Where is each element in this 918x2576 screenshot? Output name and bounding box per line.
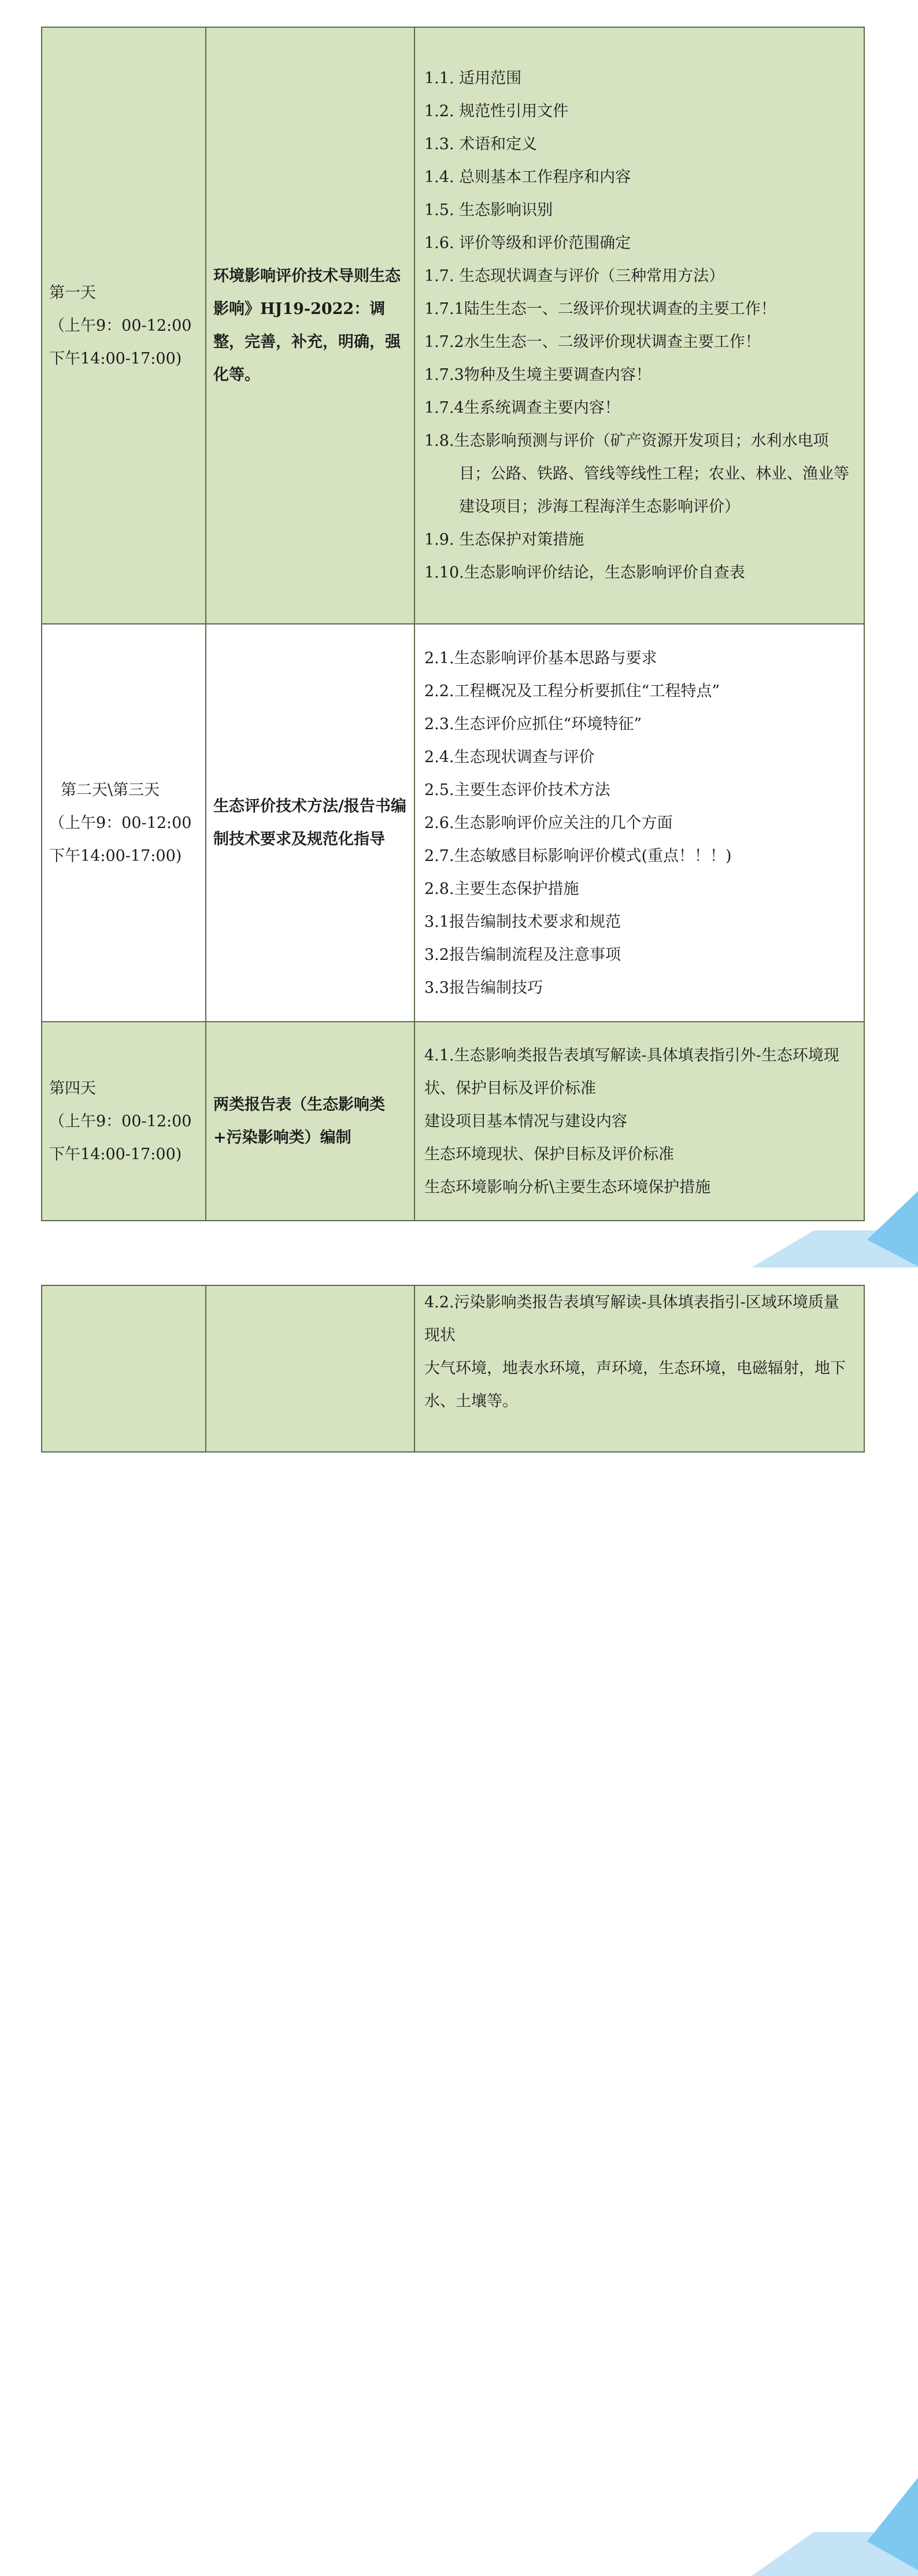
list-item: 2.1.生态影响评价基本思路与要求 bbox=[424, 649, 657, 667]
list-item: 大气环境，地表水环境，声环境，生态环境，电磁辐射，地下水、土壤等。 bbox=[424, 1359, 846, 1410]
list-item: 1.7.3物种及生境主要调查内容！ bbox=[424, 366, 652, 384]
corner-decoration bbox=[752, 2460, 918, 2576]
list-item: 1.7. 生态现状调查与评价（三种常用方法） bbox=[424, 267, 725, 285]
day-label: 第四天 bbox=[49, 1079, 96, 1097]
list-item: 3.2报告编制流程及注意事项 bbox=[424, 945, 621, 964]
list-item: 1.7.1陆生生态一、二级评价现状调查的主要工作！ bbox=[424, 300, 776, 318]
list-item: 2.3.生态评价应抓住“环境特征” bbox=[424, 715, 642, 733]
topic-cell: 环境影响评价技术导则生态影响》HJ19-2022：调整，完善，补充，明确，强化等。 bbox=[206, 27, 414, 624]
topic-cell-empty bbox=[206, 1285, 414, 1452]
list-item: 1.4. 总则基本工作程序和内容 bbox=[424, 168, 631, 186]
list-item: 3.1报告编制技术要求和规范 bbox=[424, 912, 621, 931]
afternoon-time: 下午14:00-17:00) bbox=[49, 1145, 182, 1163]
table-row-day4 bbox=[42, 1022, 864, 1221]
list-item: 建设项目基本情况与建设内容 bbox=[424, 1112, 627, 1130]
afternoon-time: 下午14:00-17:00) bbox=[49, 349, 182, 368]
table-row-day1 bbox=[42, 27, 864, 624]
list-item: 2.7.生态敏感目标影响评价模式(重点！！！) bbox=[424, 847, 732, 865]
schedule-table bbox=[41, 27, 865, 1221]
list-item: 1.7.2水生生态一、二级评价现状调查主要工作！ bbox=[424, 333, 761, 351]
list-item: 生态环境影响分析\主要生态环境保护措施 bbox=[424, 1178, 711, 1196]
morning-time: （上午9：00-12:00 bbox=[49, 316, 192, 335]
day-cell bbox=[42, 624, 206, 1022]
list-item: 2.4.生态现状调查与评价 bbox=[424, 748, 595, 766]
list-item: 1.1. 适用范围 bbox=[424, 69, 522, 87]
list-item: 2.5.主要生态评价技术方法 bbox=[424, 781, 610, 799]
list-item: 1.10.生态影响评价结论，生态影响评价自查表 bbox=[424, 564, 745, 582]
schedule-table-continued bbox=[41, 1285, 865, 1453]
table-row-continued bbox=[42, 1285, 864, 1452]
list-item: 2.6.生态影响评价应关注的几个方面 bbox=[424, 814, 673, 832]
list-item: 4.2.污染影响类报告表填写解读-具体填表指引-区域环境质量现状 bbox=[424, 1293, 839, 1344]
day-cell-empty bbox=[42, 1285, 206, 1452]
content-cell bbox=[414, 624, 864, 1022]
day-label: 第二天\第三天 bbox=[61, 781, 160, 799]
morning-time: （上午9：00-12:00 bbox=[49, 814, 192, 832]
list-item: 1.7.4生系统调查主要内容！ bbox=[424, 399, 620, 417]
list-item: 1.2. 规范性引用文件 bbox=[424, 102, 569, 120]
list-item: 1.8.生态影响预测与评价（矿产资源开发项目；水利水电项目；公路、铁路、管线等线性工程；农业、林业、渔业等建设项目；涉海工程海洋生态影响评价） bbox=[424, 432, 849, 516]
list-item: 3.3报告编制技巧 bbox=[424, 978, 543, 997]
table-row-day2-3 bbox=[42, 624, 864, 1022]
day-label: 第一天 bbox=[49, 283, 96, 302]
content-cell bbox=[414, 27, 864, 624]
day-cell bbox=[42, 27, 206, 624]
topic-cell: 生态评价技术方法/报告书编制技术要求及规范化指导 bbox=[206, 624, 414, 1022]
morning-time: （上午9：00-12:00 bbox=[49, 1112, 192, 1130]
list-item: 1.5. 生态影响识别 bbox=[424, 201, 553, 219]
list-item: 1.3. 术语和定义 bbox=[424, 135, 538, 153]
list-item: 2.2.工程概况及工程分析要抓住“工程特点” bbox=[424, 682, 720, 700]
corner-decoration bbox=[752, 1180, 918, 1272]
list-item: 1.6. 评价等级和评价范围确定 bbox=[424, 234, 631, 252]
content-cell bbox=[414, 1285, 864, 1452]
topic-cell: 两类报告表（生态影响类+污染影响类）编制 bbox=[206, 1022, 414, 1221]
list-item: 生态环境现状、保护目标及评价标准 bbox=[424, 1145, 674, 1163]
day-cell bbox=[42, 1022, 206, 1221]
afternoon-time: 下午14:00-17:00) bbox=[49, 847, 182, 865]
list-item: 2.8.主要生态保护措施 bbox=[424, 879, 579, 898]
list-item: 1.9. 生态保护对策措施 bbox=[424, 531, 584, 549]
list-item: 4.1.生态影响类报告表填写解读-具体填表指引外-生态环境现状、保护目标及评价标准 bbox=[424, 1046, 839, 1097]
